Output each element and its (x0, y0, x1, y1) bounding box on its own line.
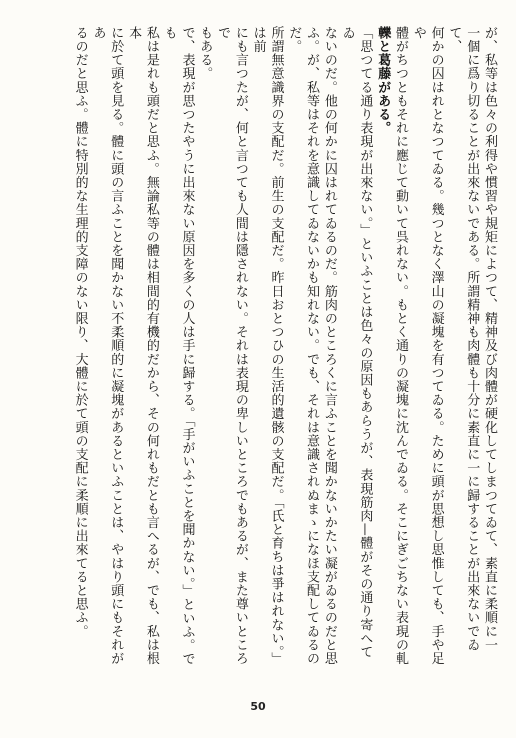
text-line: 一個に爲り切ることが出來ないである。所謂精神も肉體も十分に素直に一に歸することが出來ないでゐて、 (446, 26, 480, 652)
text-line: が、私等は色々の利得や慣習や規矩によつて、精神及び肉體が硬化してしまつてゐて、素直に柔順に一 (482, 26, 497, 652)
text-line: 所謂無意識界の支配だ。前生の支配だ。昨日おとつひの生活的遺骸の支配だ。「氏と育ちは爭はれない。」は前 (250, 26, 284, 666)
text-line: ないのだ。他の何かに囚はれてゐるのだ。筋肉のところくに言ふことを聞かないかたい凝がゐるのだと思 (321, 26, 337, 666)
text-line: 「思つてる通り表現が出來ない。」といふことは色々の原因もあらうが、表現筋肉—體がその通り寄へてゐ (339, 26, 373, 659)
text-line: ふ。が、私等はそれを意識してゐないかも知れない。でも、それは意識されぬまゝになほ支配してゐるのだ。 (286, 26, 320, 666)
text-line: 體がちつともそれに應じて動いて呉れない。もとく通りの凝塊に沈んでゐる。そこにぎごちない表現の軋 (393, 26, 409, 666)
text-line: にも言つたが、何と言つても人間は隱されない。それは表現の卑しいところでもあるが、また尊いところで (215, 26, 248, 666)
text-line: で、表現が思つたやうに出來ない原因を多くの人は手に歸する。「手がいふことを聞かない。」といふ。でも (161, 26, 195, 666)
body-text (18, 26, 498, 666)
text-line: 轢と葛藤がある。 (375, 26, 391, 135)
page-number: 50 (250, 700, 266, 713)
text-line: 私は是れも頭だと思ふ。無論私等の體は相間的有機的だから、その何れもだとも言へるが、でも、私は根本 (126, 26, 159, 666)
text-line: に於て頭を見る。體に頭の言ふことを聞かない不柔順的に凝塊があるといふことは、やはり頭にもそれがあ (90, 26, 124, 666)
text-line: るのだと思ふ。體に特別的な生理的支障のない限り、大體に於て頭の支配に柔順に出來てると思ふ。 (72, 26, 88, 638)
text-line: もある。 (197, 26, 213, 81)
text-line: 何かの囚はれとなつてゐる。幾つとなく澤山の凝塊を有つてゐる。ために頭が思想し思惟しても、手や足や (410, 26, 444, 666)
